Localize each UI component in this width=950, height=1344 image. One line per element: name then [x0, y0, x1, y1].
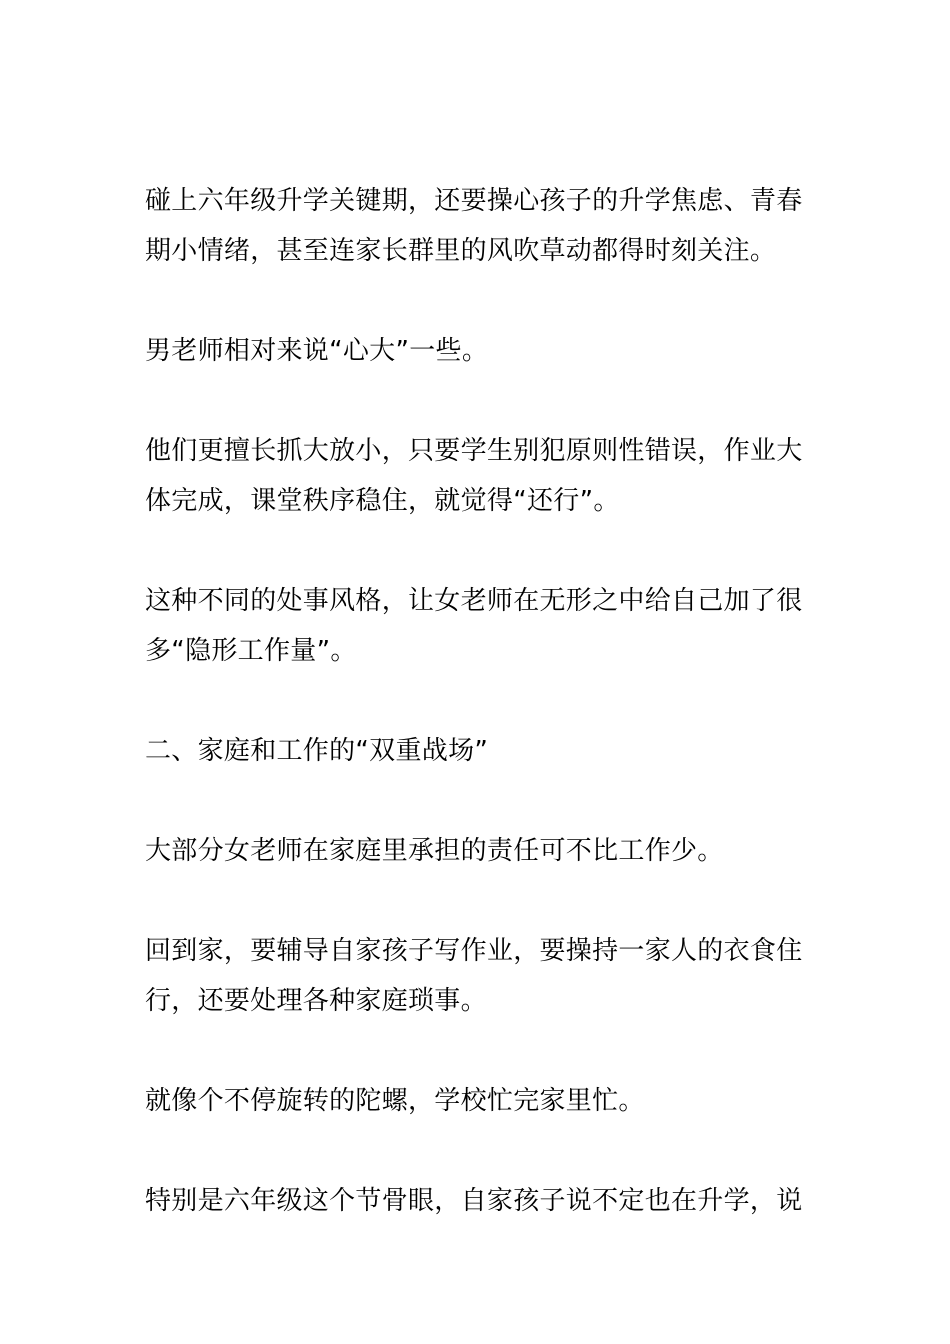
paragraph-1 — [145, 176, 810, 276]
text-line: 二、家庭和工作的“双重战场” — [145, 736, 489, 766]
text-line: 就像个不停旋转的陀螺，学校忙完家里忙。 — [145, 1086, 645, 1116]
text-line: 体完成，课堂秩序稳住，就觉得“还行”。 — [145, 486, 620, 516]
paragraph-3 — [145, 426, 810, 526]
paragraph-6 — [145, 826, 810, 876]
text-line: 行，还要处理各种家庭琐事。 — [145, 986, 487, 1016]
text-line: 多“隐形工作量”。 — [145, 636, 357, 666]
text-line: 期小情绪，甚至连家长群里的风吹草动都得时刻关注。 — [145, 236, 777, 266]
text-line: 回到家，要辅导自家孩子写作业，要操持一家人的衣食住 — [145, 936, 803, 966]
text-line: 大部分女老师在家庭里承担的责任可不比工作少。 — [145, 836, 724, 866]
paragraph-9 — [145, 1176, 810, 1226]
paragraph-8 — [145, 1076, 810, 1126]
text-line: 他们更擅长抓大放小，只要学生别犯原则性错误，作业大 — [145, 436, 803, 466]
paragraph-7 — [145, 926, 810, 1026]
text-line: 男老师相对来说“心大”一些。 — [145, 336, 489, 366]
section-heading — [145, 726, 810, 776]
text-line: 特别是六年级这个节骨眼，自家孩子说不定也在升学，说 — [145, 1186, 803, 1216]
text-line: 碰上六年级升学关键期，还要操心孩子的升学焦虑、青春 — [145, 186, 803, 216]
paragraph-4 — [145, 576, 810, 676]
document-body — [145, 176, 810, 1226]
text-line: 这种不同的处事风格，让女老师在无形之中给自己加了很 — [145, 586, 803, 616]
paragraph-2 — [145, 326, 810, 376]
